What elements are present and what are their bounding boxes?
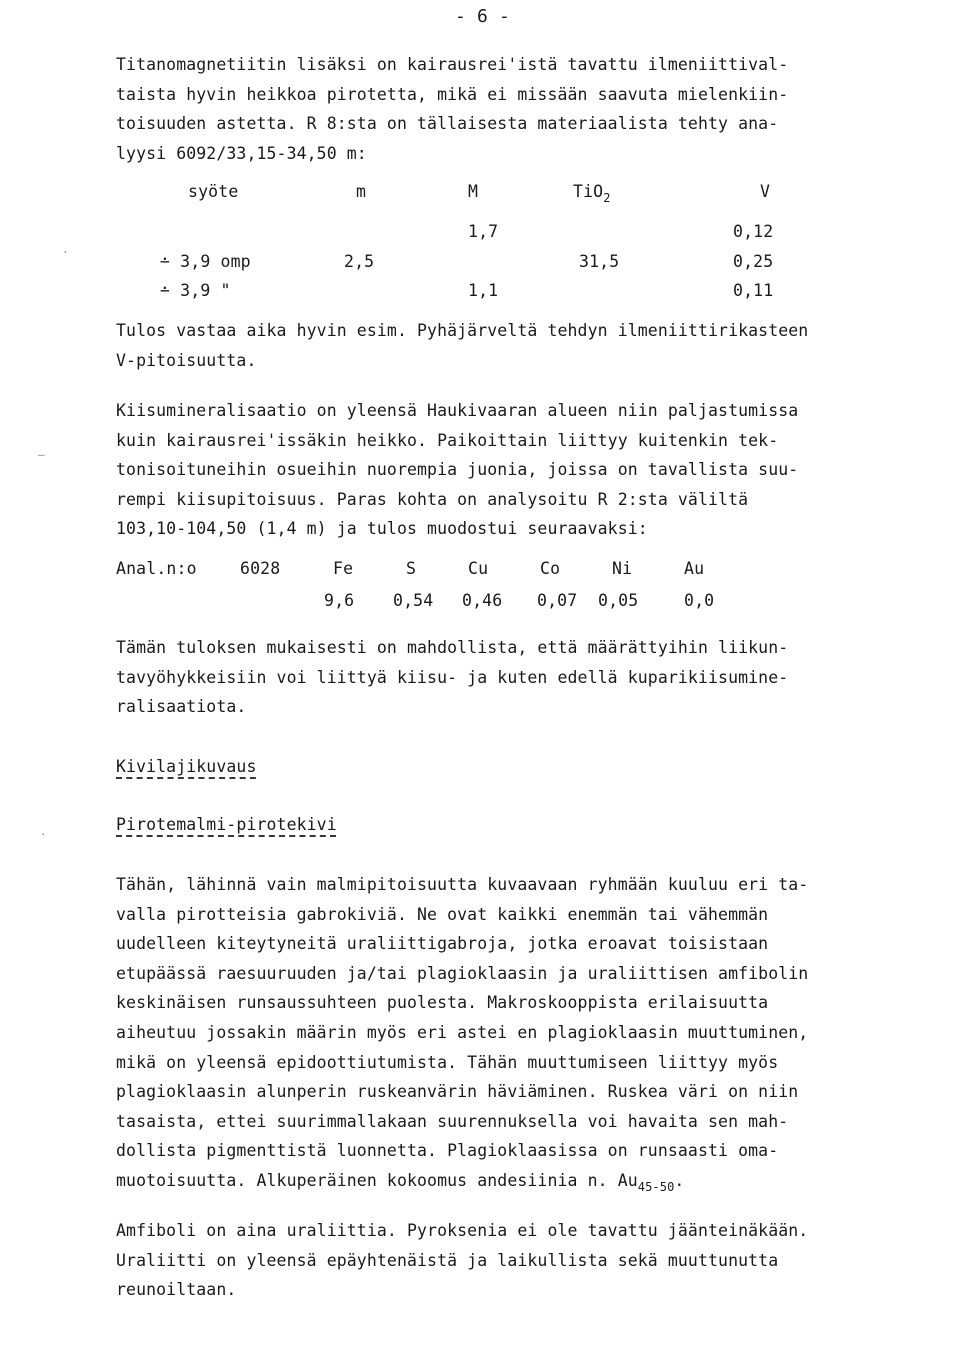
subsection-heading: Pirotemalmi-pirotekivi bbox=[116, 815, 337, 834]
header-co: Co bbox=[540, 559, 561, 578]
header-ni: Ni bbox=[612, 559, 633, 578]
text-line: Kiisumineralisaatio on yleensä Haukivaaran alueen niin paljastumissa bbox=[116, 401, 799, 420]
text-line: Uraliitti on yleensä epäyhtenäistä ja laikullista sekä muuttunutta bbox=[116, 1250, 779, 1270]
table-cell: 0,11 bbox=[733, 281, 774, 300]
text-line: tasaista, ettei suurimmallakaan suurennuksella voi havaita sen mah- bbox=[116, 1111, 789, 1131]
table-cell: 1,7 bbox=[468, 222, 499, 241]
text-line: valla pirotteisia gabrokiviä. Ne ovat kaikki enemmän tai vähemmän bbox=[116, 904, 769, 924]
text-line: 103,10-104,50 (1,4 m) ja tulos muodostui seuraavaksi: bbox=[116, 519, 648, 539]
table-cell: 0,12 bbox=[733, 222, 774, 241]
text-line: V-pitoisuutta. bbox=[116, 350, 257, 370]
header-au: Au bbox=[684, 559, 705, 578]
text-line: Tulos vastaa aika hyvin esim. Pyhäjärveltä tehdyn ilmeniittirikasteen bbox=[116, 321, 809, 340]
text-line: Amfiboli on aina uraliittia. Pyroksenia ei ole tavattu jäänteinäkään. bbox=[116, 1221, 809, 1240]
value-au: 0,0 bbox=[684, 591, 715, 610]
scan-mark: · bbox=[62, 246, 69, 259]
text-line: plagioklaasin alunperin ruskeanvärin häviäminen. Ruskea väri on niin bbox=[116, 1082, 799, 1102]
text-line: dollista pigmenttistä luonnetta. Plagioklaasissa on runsaasti oma- bbox=[116, 1141, 779, 1161]
text-line: toisuuden astetta. R 8:sta on tällaisesta materiaalista tehty ana- bbox=[116, 114, 779, 134]
text-line: Titanomagnetiitin lisäksi on kairausrei'istä tavattu ilmeniittival- bbox=[116, 55, 789, 74]
text-line: Tähän, lähinnä vain malmipitoisuutta kuvaavaan ryhmään kuuluu eri ta- bbox=[116, 875, 809, 894]
table-row-label: ∸ 3,9 " bbox=[160, 281, 231, 300]
intro-paragraph bbox=[116, 50, 956, 168]
conclusion-paragraph bbox=[116, 633, 956, 722]
sulfide-paragraph bbox=[116, 396, 956, 544]
header-v: V bbox=[760, 182, 771, 201]
anal-label: Anal.n:o bbox=[116, 559, 197, 578]
anal-number: 6028 bbox=[240, 559, 281, 578]
header-cu: Cu bbox=[468, 559, 489, 578]
text-line: muotoisuutta. Alkuperäinen kokoomus andesiinia n. $Au_{45-50}$. bbox=[116, 1170, 685, 1194]
value-s: 0,54 bbox=[393, 591, 434, 610]
rock-description-paragraph bbox=[116, 870, 956, 1196]
scan-mark: – bbox=[38, 448, 45, 461]
text-line: aiheutuu jossakin määrin myös eri astei en plagioklaasin muuttuminen, bbox=[116, 1022, 809, 1042]
text-line: ralisaatiota. bbox=[116, 697, 247, 717]
text-line: tonisoituneihin osueihin nuorempia juonia, joissa on tavallista suu- bbox=[116, 460, 799, 480]
text-line: tavyöhykkeisiin voi liittyä kiisu- ja kuten edellä kuparikiisumine- bbox=[116, 667, 789, 687]
value-cu: 0,46 bbox=[462, 591, 503, 610]
text-line: reunoiltaan. bbox=[116, 1280, 237, 1300]
text-line: lyysi 6092/33,15-34,50 m: bbox=[116, 143, 367, 163]
text-line: keskinäisen runsaussuhteen puolesta. Makroskooppista erilaisuutta bbox=[116, 993, 769, 1013]
value-co: 0,07 bbox=[537, 591, 578, 610]
value-ni: 0,05 bbox=[598, 591, 639, 610]
header-M: M bbox=[468, 182, 479, 201]
text-line: taista hyvin heikkoa pirotetta, mikä ei missään saavuta mielenkiin- bbox=[116, 84, 789, 104]
amphibole-paragraph bbox=[116, 1216, 956, 1305]
text-line: uudelleen kiteytyneitä uraliittigabroja, jotka eroavat toisistaan bbox=[116, 934, 769, 954]
table-cell: 2,5 bbox=[344, 252, 375, 271]
text-line: etupäässä raesuuruuden ja/tai plagioklaasin ja uraliittisen amfibolin bbox=[116, 963, 809, 983]
text-line: rempi kiisupitoisuus. Paras kohta on analysoitu R 2:sta väliltä bbox=[116, 489, 749, 509]
header-tio2: TiO$_2$ bbox=[573, 182, 611, 205]
header-fe: Fe bbox=[333, 559, 354, 578]
header-s: S bbox=[406, 559, 417, 578]
header-syote: syöte bbox=[188, 182, 239, 201]
table-row-label: ∸ 3,9 omp bbox=[160, 252, 251, 271]
header-m: m bbox=[356, 182, 367, 201]
text-line: mikä on yleensä epidoottiutumista. Tähän muuttumiseen liittyy myös bbox=[116, 1052, 779, 1072]
scan-mark: · bbox=[40, 828, 47, 841]
table-cell: 1,1 bbox=[468, 281, 499, 300]
section-heading: Kivilajikuvaus bbox=[116, 757, 257, 776]
table-cell: 31,5 bbox=[579, 252, 620, 271]
result-paragraph bbox=[116, 316, 956, 375]
text-line: kuin kairausrei'issäkin heikko. Paikoittain liittyy kuitenkin tek- bbox=[116, 430, 779, 450]
text-line: Tämän tuloksen mukaisesti on mahdollista, että määrättyihin liikun- bbox=[116, 638, 789, 657]
table-cell: 0,25 bbox=[733, 252, 774, 271]
value-fe: 9,6 bbox=[324, 591, 355, 610]
page-number: - 6 - bbox=[455, 6, 510, 27]
